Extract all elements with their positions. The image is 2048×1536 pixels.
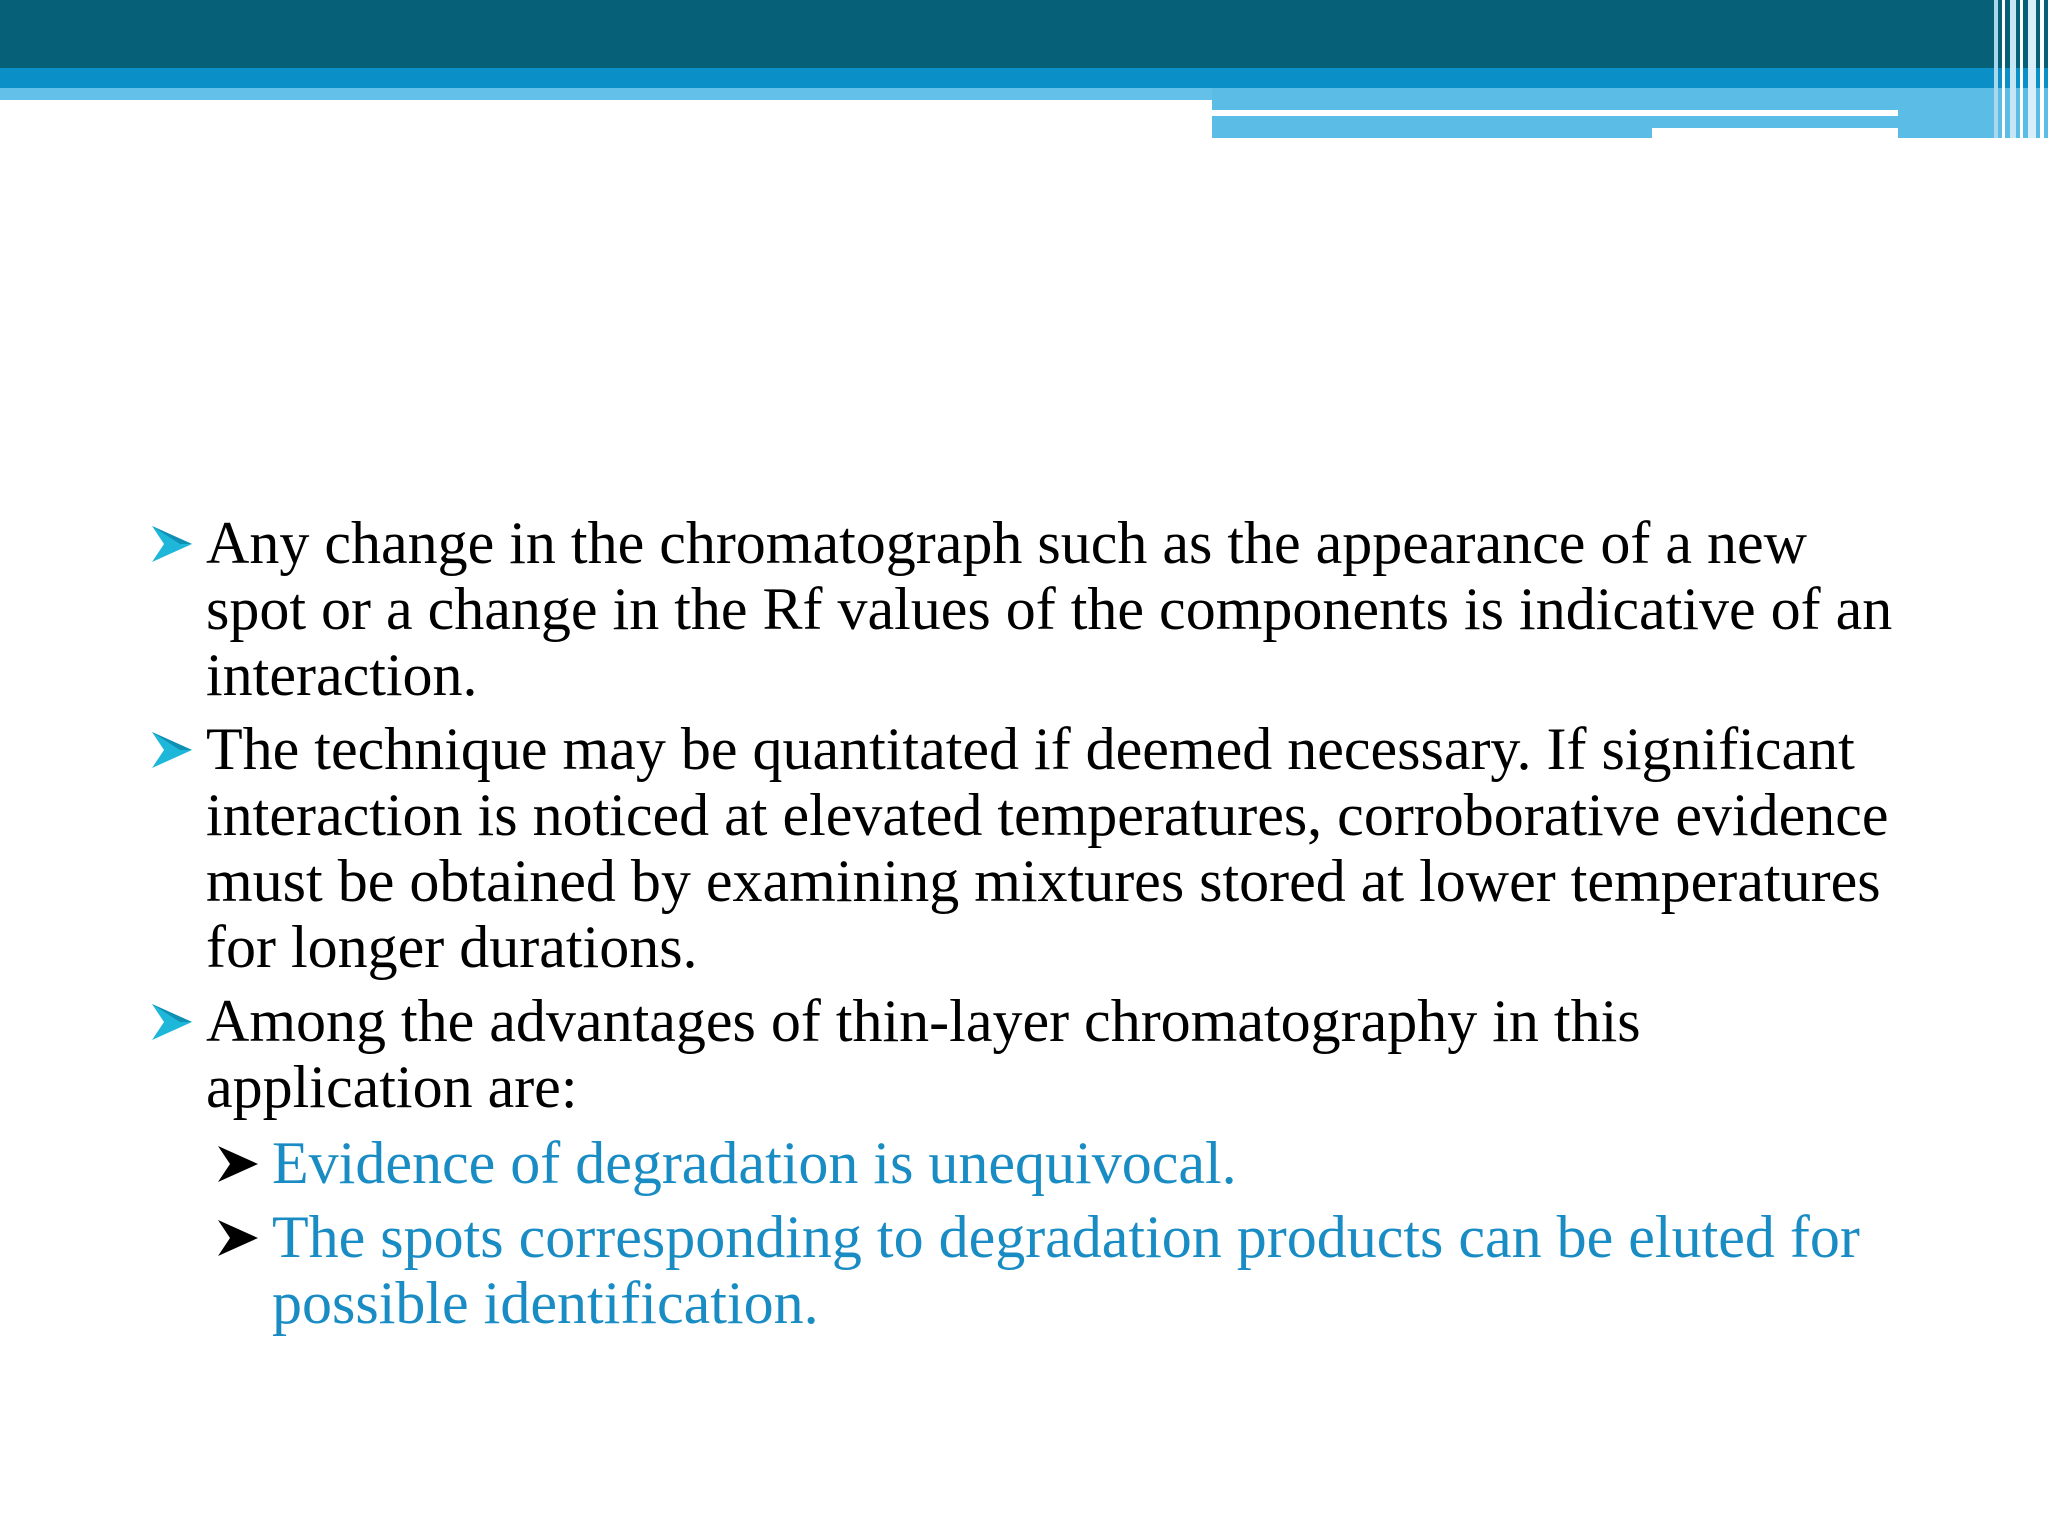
vertical-bar (2010, 0, 2016, 138)
header-divider-line-short (1652, 128, 1898, 138)
header-stripe-light (0, 88, 1212, 100)
sub-bullet-text: The spots corresponding to degradation products can be eluted for possible identification. (272, 1204, 1860, 1336)
header-divider-line (1212, 110, 1898, 116)
bullet-text: Among the advantages of thin-layer chromatography in this application are: (206, 988, 1641, 1120)
header-band (0, 0, 2048, 68)
vertical-bar (2040, 0, 2044, 138)
slide-body (150, 510, 1910, 1344)
bullet-item (150, 988, 1910, 1120)
sub-bullet-list (150, 1130, 1910, 1336)
right-arrow-bullet-icon (150, 1002, 194, 1042)
bullet-item (150, 510, 1910, 708)
vertical-bar (2002, 0, 2005, 138)
bullet-text: Any change in the chromatograph such as the appearance of a new spot or a change in the Rf values of the components is indicative of an interaction. (206, 510, 1893, 708)
vertical-bar (2028, 0, 2036, 138)
header-vertical-bars (1988, 0, 2048, 138)
header-stripe-mid (0, 68, 2048, 88)
bullet-item (150, 716, 1910, 980)
bullet-text: The technique may be quantitated if deemed necessary. If significant interaction is noticed at elevated temperatures, corroborative evidence must be obtained by examining mixtures stored at lower temperatures for longer durations. (206, 716, 1889, 980)
sub-bullet-item (150, 1204, 1910, 1336)
sub-bullet-item (150, 1130, 1910, 1196)
right-arrow-bullet-icon (216, 1218, 260, 1258)
vertical-bar (1994, 0, 1998, 138)
vertical-bar (2020, 0, 2023, 138)
sub-bullet-text: Evidence of degradation is unequivocal. (272, 1130, 1237, 1196)
right-arrow-bullet-icon (150, 730, 194, 770)
right-arrow-bullet-icon (216, 1144, 260, 1184)
right-arrow-bullet-icon (150, 524, 194, 564)
